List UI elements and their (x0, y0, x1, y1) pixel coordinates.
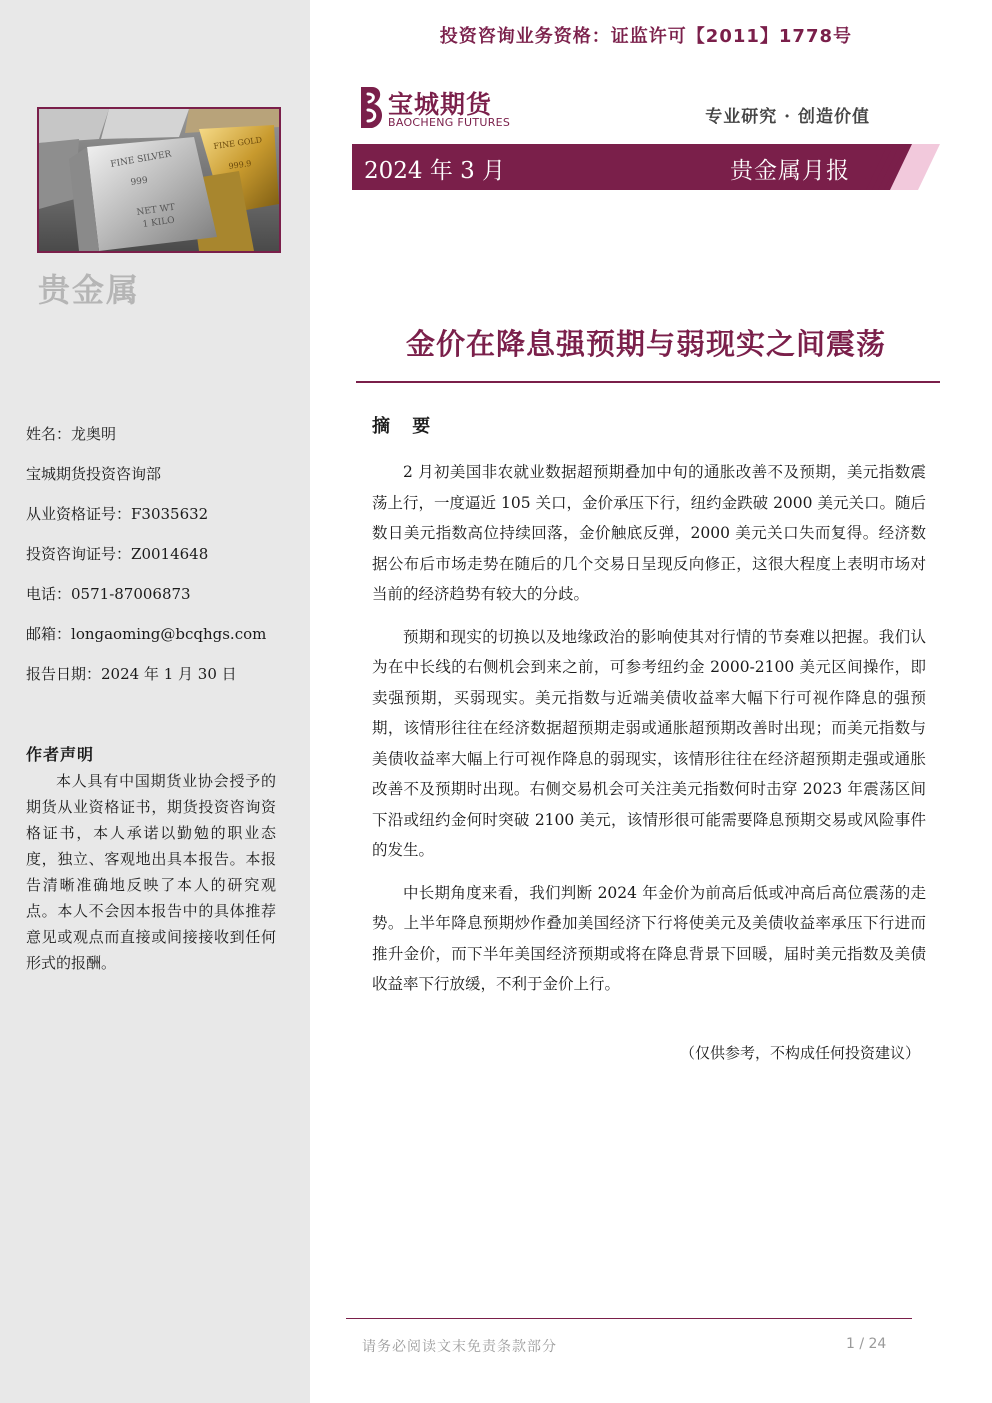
phone-row (26, 582, 266, 622)
abstract-paragraph-1: 2 月初美国非农就业数据超预期叠加中旬的通胀改善不及预期，美元指数震荡上行，一度逼近 105 关口，金价承压下行，纽约金跌破 2000 美元关口。随后数日美元指数高位持续回落，金价触底反弹，2000 美元关口失而复得。经济数据公布后市场走势在随后的几个交易日呈现反向修正，这很大程度上表明市场对当前的经济趋势有较大的分歧。 (372, 463, 926, 603)
email-address[interactable]: longaoming@bcqhgs.com (71, 625, 267, 643)
banner-stripes-decoration (860, 144, 940, 190)
logo-chinese-name: 宝城期货 (388, 90, 493, 119)
author-department: 宝城期货投资咨询部 (26, 465, 162, 483)
qualification-number: F3035632 (131, 505, 209, 523)
phone-number: 0571-87006873 (71, 585, 191, 603)
author-info (26, 422, 266, 702)
report-banner (352, 144, 912, 190)
section-label: 贵金属 (38, 271, 141, 309)
declaration-text: 本人具有中国期货业协会授予的期货从业资格证书，期货投资咨询资格证书，本人承诺以勤勉的职业态度，独立、客观地出具本报告。本报告清晰准确地反映了本人的研究观点。本人不会因本报告中的具体推荐意见或观点而直接或间接接收到任何形式的报酬。 (26, 772, 276, 972)
consulting-cert-label: 投资咨询证号： (26, 545, 132, 563)
sidebar (0, 0, 310, 1403)
phone-label: 电话： (26, 585, 72, 603)
abstract-body (372, 457, 926, 1012)
report-month: 2024 年 3 月 (364, 158, 506, 184)
bar-text: 1 KILO (142, 215, 176, 230)
disclaimer-link[interactable]: 请务必阅读文末免责条款部分 (362, 1339, 557, 1355)
license-line: 投资咨询业务资格：证监许可【2011】1778号 (439, 26, 852, 47)
precious-metals-bars-image (37, 107, 281, 253)
logo-english-name: BAOCHENG FUTURES (388, 116, 511, 129)
bar-text: 999.9 (228, 158, 252, 171)
report-date-label: 报告日期： (26, 665, 102, 683)
author-department-row (26, 462, 266, 502)
report-date-row (26, 662, 266, 702)
author-name: 龙奥明 (71, 425, 117, 443)
author-name-label: 姓名： (26, 425, 72, 443)
bar-text: FINE SILVER (109, 149, 173, 170)
declaration-title: 作者声明 (26, 745, 95, 764)
title-divider (356, 381, 940, 383)
qualification-label: 从业资格证号： (26, 505, 132, 523)
logo-mark-icon (356, 85, 388, 131)
report-date: 2024 年 1 月 30 日 (101, 665, 237, 683)
email-label: 邮箱： (26, 625, 72, 643)
consulting-cert-row (26, 542, 266, 582)
slogan: 专业研究 · 创造价值 (705, 107, 870, 127)
bar-text: FINE GOLD (213, 135, 263, 151)
abstract-heading: 摘 要 (372, 416, 439, 437)
footer-divider (346, 1318, 912, 1319)
page-number: 1 / 24 (846, 1336, 887, 1352)
reference-only-note: （仅供参考，不构成任何投资建议） (679, 1044, 920, 1062)
abstract-paragraph-3: 中长期角度来看，我们判断 2024 年金价为前高后低或冲高后高位震荡的走势。上半年降息预期炒作叠加美国经济下行将使美元及美债收益率承压下行进而推升金价，而下半年美国经济预期或将在降息背景下回暖，届时美元指数及美债收益率下行放缓，不利于金价上行。 (372, 883, 926, 993)
bar-text: 999 (130, 175, 149, 188)
abstract-paragraph-2: 预期和现实的切换以及地缘政治的影响使其对行情的节奏难以把握。我们认为在中长线的右侧机会到来之前，可参考纽约金 2000-2100 美元区间操作，即卖强预期，买弱现实。美元指数与近端美债收益率大幅下行可视作降息的强预期，该情形往往在经济数据超预期走弱或通胀超预期改善时出现；而美元指数与美债收益率大幅上行可视作降息的弱现实，该情形往往在经济超预期走强或通胀改善不及预期时出现。右侧交易机会可关注美元指数何时击穿 2023 年震荡区间下沿或纽约金何时突破 2100 美元，该情形很可能需要降息预期交易或风险事件的发生。 (372, 627, 926, 859)
author-name-row (26, 422, 266, 462)
company-logo (356, 85, 526, 131)
qualification-row (26, 502, 266, 542)
email-row (26, 622, 266, 662)
report-type: 贵金属月报 (730, 158, 850, 184)
consulting-cert-number: Z0014648 (131, 545, 209, 563)
bar-text: NET WT (136, 202, 176, 218)
report-title: 金价在降息强预期与弱现实之间震荡 (405, 327, 886, 361)
